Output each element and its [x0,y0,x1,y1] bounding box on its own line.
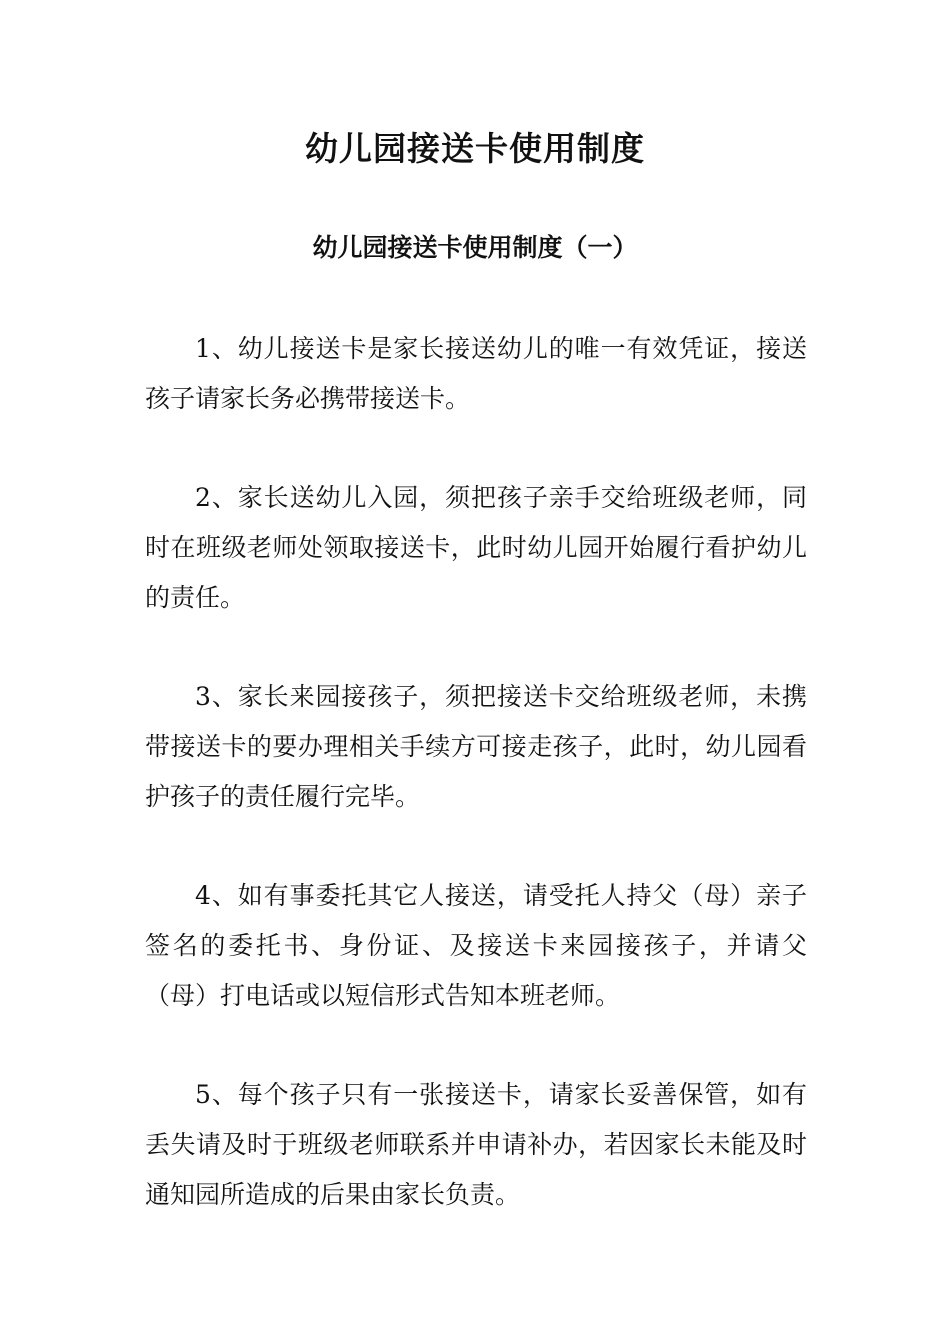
paragraph-3: 3、家长来园接孩子，须把接送卡交给班级老师，未携带接送卡的要办理相关手续方可接走孩子，此时，幼儿园看护孩子的责任履行完毕。 [145,682,807,811]
paragraph-4: 4、如有事委托其它人接送，请受托人持父（母）亲子签名的委托书、身份证、及接送卡来园接孩子，并请父（母）打电话或以短信形式告知本班老师。 [145,881,807,1010]
document-title: 幼儿园接送卡使用制度 [305,129,645,168]
paragraph-5: 5、每个孩子只有一张接送卡，请家长妥善保管，如有丢失请及时于班级老师联系并申请补办，若因家长未能及时通知园所造成的后果由家长负责。 [145,1080,807,1209]
paragraph-1: 1、幼儿接送卡是家长接送幼儿的唯一有效凭证，接送孩子请家长务必携带接送卡。 [145,334,807,413]
paragraph-2: 2、家长送幼儿入园，须把孩子亲手交给班级老师，同时在班级老师处领取接送卡，此时幼儿园开始履行看护幼儿的责任。 [145,483,807,612]
document-subtitle: 幼儿园接送卡使用制度（一） [312,233,638,262]
